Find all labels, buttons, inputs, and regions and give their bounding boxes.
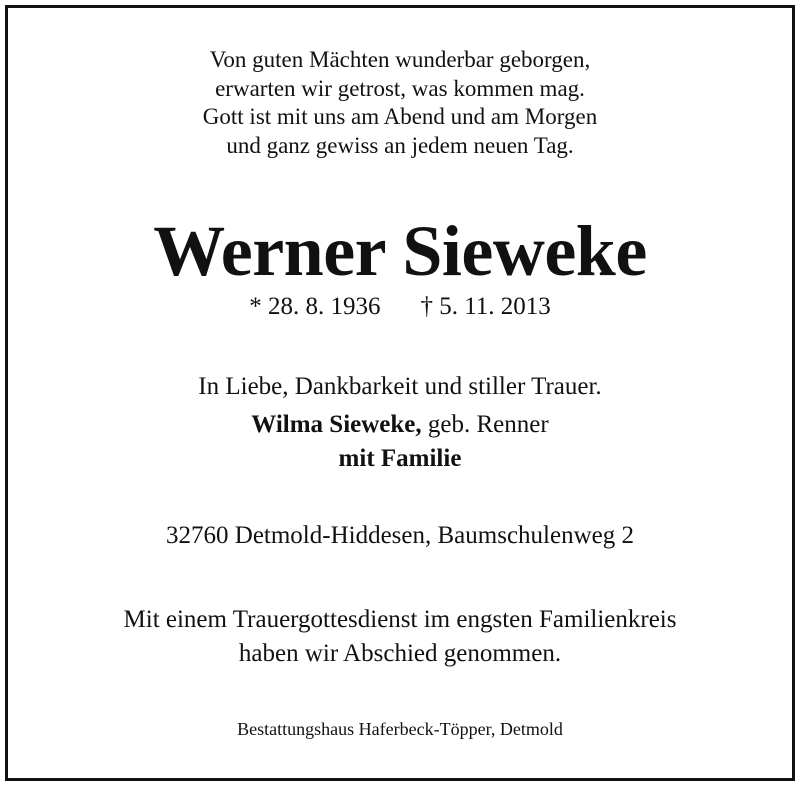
poem-verse — [0, 46, 800, 160]
birth-date: * 28. 8. 1936 — [249, 293, 381, 320]
service-notice — [0, 603, 800, 671]
mourner-name: Wilma Sieweke, — [251, 411, 422, 438]
address: 32760 Detmold-Hiddesen, Baumschulenweg 2 — [166, 522, 634, 549]
death-date: † 5. 11. 2013 — [420, 293, 551, 320]
poem-line-2: erwarten wir getrost, was kommen mag. — [215, 75, 585, 101]
poem-line-3: Gott ist mit uns am Abend und am Morgen — [202, 104, 598, 129]
mourning-line: In Liebe, Dankbarkeit und stiller Trauer. — [198, 373, 602, 400]
service-line-1: Mit einem Trauergottesdienst im engsten Familienkreis — [123, 606, 677, 633]
poem-line-1: Von guten Mächten wunderbar geborgen, — [209, 47, 591, 72]
mourner-family: mit Familie — [338, 445, 462, 472]
deceased-name: Werner Sieweke — [153, 211, 647, 291]
service-line-2: haben wir Abschied genommen. — [238, 640, 562, 667]
mourner-maiden-name: geb. Renner — [427, 411, 549, 438]
mourner-line — [0, 408, 800, 442]
poem-line-4: und ganz gewiss an jedem neuen Tag. — [226, 132, 574, 158]
undertaker: Bestattungshaus Haferbeck-Töpper, Detmold — [237, 719, 563, 739]
life-dates — [0, 290, 800, 324]
